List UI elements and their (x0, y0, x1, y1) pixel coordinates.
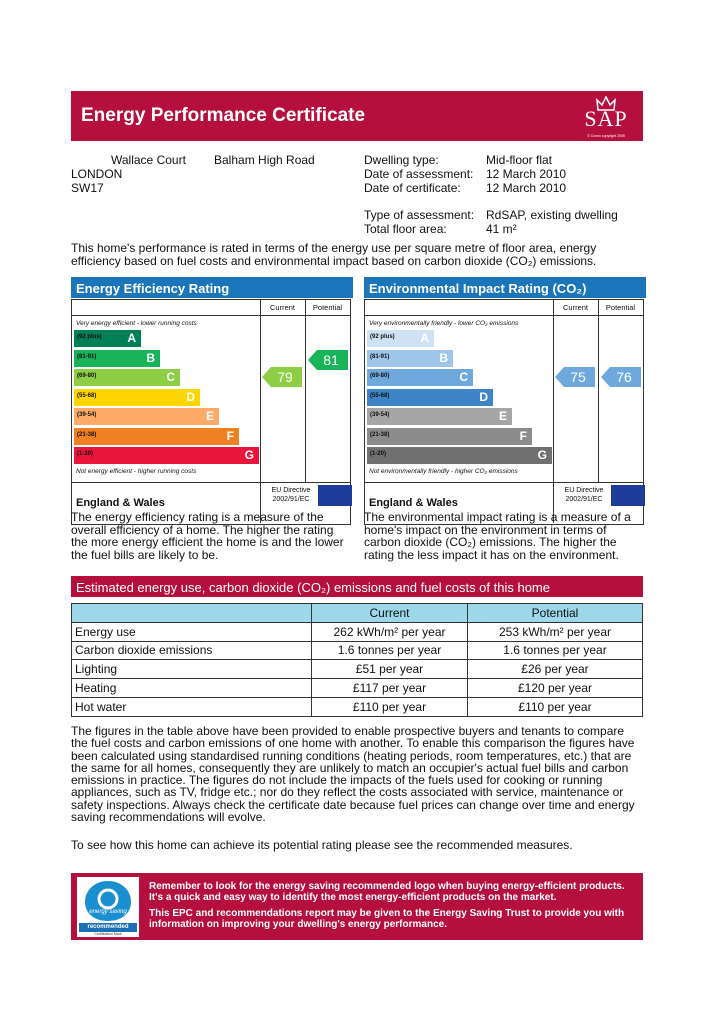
band-letter: E (498, 409, 507, 423)
rating-band-e (74, 408, 219, 425)
band-range: (39-54) (77, 412, 97, 418)
info-label: Type of assessment: (364, 208, 475, 222)
address-line1-b: Balham High Road (214, 153, 315, 167)
costs-table (71, 603, 643, 717)
row-label: Carbon dioxide emissions (72, 641, 312, 660)
info-assessment-type (364, 208, 618, 222)
rating-band-f (367, 428, 532, 445)
band-range: (81-91) (77, 353, 97, 360)
rating-band-b (74, 350, 160, 367)
info-label: Date of assessment: (364, 167, 474, 181)
row-potential: £26 per year (468, 660, 643, 679)
info-label: Total floor area: (364, 222, 447, 236)
row-potential: £110 per year (468, 697, 643, 716)
rating-band-c (74, 369, 180, 386)
band-letter: G (244, 448, 254, 462)
table-row (72, 697, 643, 716)
table-row (72, 679, 643, 698)
environmental-description: The environmental impact rating is a measure of a home's impact on the environment in terms of carbon dioxide (CO₂) emissions. The higher the rating the less impact it has on the environment. (364, 510, 631, 562)
potential-rating-arrow (308, 350, 348, 370)
info-floor-area (364, 222, 517, 236)
band-range: (69-80) (370, 373, 390, 379)
energy-efficiency-title: Energy Efficiency Rating (71, 277, 353, 298)
rating-band-e (367, 408, 512, 425)
band-letter: F (519, 428, 527, 443)
costs-header-potential: Potential (468, 604, 643, 623)
info-value: 41 m² (486, 222, 517, 236)
potential-rating-value: 76 (616, 369, 632, 385)
band-letter: D (186, 389, 195, 404)
band-letter: D (479, 389, 488, 404)
row-potential: £120 per year (468, 679, 643, 698)
band-letter: F (226, 428, 234, 443)
row-label: Energy use (72, 622, 312, 641)
footer-text-2: This EPC and recommendations report may be given to the Energy Saving Trust to provide you with information on improving your dwelling's energy performance. (149, 908, 625, 930)
eu-directive-label: EU Directive 2002/91/EC (271, 487, 311, 503)
rating-band-c (367, 369, 473, 386)
info-date-assessment (364, 167, 566, 181)
info-date-certificate (364, 181, 566, 195)
band-range: (21-38) (370, 431, 390, 438)
certificate-title: Energy Performance Certificate (81, 105, 366, 126)
potential-column-header: Potential (605, 303, 636, 312)
band-range: (92 plus) (370, 334, 395, 340)
eu-flag-icon (318, 485, 352, 506)
band-letter: C (459, 370, 468, 384)
efficiency-bottom-label: Not energy efficient - higher running costs (76, 468, 197, 475)
table-row (72, 660, 643, 679)
potential-rating-value: 81 (323, 351, 339, 368)
info-value: RdSAP, existing dwelling (486, 208, 618, 222)
figures-paragraph: The figures in the table above have been provided to enable prospective buyers and tenants to compare the fuel costs and carbon emissions of one home with another. To enable this comparison the figures have been calculated using standardised running conditions (heating periods, room temperatures, etc.) that are the same for all homes, consequently they are unlikely to match an occupier's actual fuel bills and carbon emissions in practice. The figures do not include the impacts of the fuels used for cooking or running appliances, such as TV, fridge etc.; nor do they reflect the costs associated with service, maintenance or safety inspections. Always check the certificate date because fuel prices can change over time and energy saving recommendations will evolve. (71, 724, 635, 825)
band-letter: E (205, 409, 214, 423)
row-potential: 1.6 tonnes per year (468, 641, 643, 660)
band-range: (69-80) (77, 373, 97, 379)
rating-band-b (367, 350, 453, 367)
rating-band-a (367, 330, 434, 347)
row-label: Lighting (72, 660, 312, 679)
eu-flag-icon (611, 485, 645, 506)
current-column-header: Current (269, 303, 295, 312)
band-range: (39-54) (370, 412, 390, 418)
table-row (72, 622, 643, 641)
band-letter: A (420, 331, 429, 345)
row-current: 1.6 tonnes per year (312, 641, 468, 660)
logo-text-recommended: recommended (87, 924, 129, 930)
sap-logo-text: SAP (584, 106, 628, 131)
environmental-bottom-label: Not environmentally friendly - higher CO₂ emissions (369, 468, 518, 475)
rating-band-f (74, 428, 239, 445)
current-rating-value: 79 (277, 369, 293, 385)
band-range: (21-38) (77, 431, 97, 438)
sap-copyright: © Crown copyright 2005 (587, 134, 625, 138)
row-current: £51 per year (312, 660, 468, 679)
current-column-header: Current (562, 303, 588, 312)
row-current: 262 kWh/m² per year (312, 622, 468, 641)
energy-saving-recommended-logo (77, 877, 139, 937)
footer-text-1: Remember to look for the energy saving recommended logo when buying energy-efficient products. It's a quick and easy way to identify the most energy-efficient products on the market. (149, 881, 625, 903)
region-label: England & Wales (369, 497, 458, 509)
band-range: (55-68) (370, 392, 390, 399)
address-city: LONDON (71, 167, 123, 181)
current-rating-arrow (555, 367, 595, 387)
rating-band-d (74, 389, 200, 406)
sap-logo (577, 96, 635, 136)
rating-band-d (367, 389, 493, 406)
logo-text-certification: Certification Mark (94, 932, 122, 936)
band-letter: B (146, 350, 155, 365)
info-dwelling-type (364, 153, 552, 167)
environmental-impact-panel (364, 281, 644, 525)
intro-paragraph: This home's performance is rated in terms of the energy use per square metre of floor area, energy efficiency based on fuel costs and environmental impact based on carbon dioxide (CO₂) emissions. (71, 241, 597, 268)
row-current: £110 per year (312, 697, 468, 716)
potential-column-header: Potential (312, 303, 343, 312)
costs-header-row (72, 604, 643, 623)
costs-header-blank (72, 604, 312, 623)
potential-rating-arrow (601, 367, 641, 387)
address-postcode: SW17 (71, 181, 104, 195)
row-label: Heating (72, 679, 312, 698)
band-range: (92 plus) (77, 334, 102, 340)
energy-saving-footer (71, 873, 643, 940)
environmental-top-label: Very environmentally friendly - lower CO₂ emissions (369, 320, 519, 327)
band-range: (1-20) (370, 451, 387, 457)
info-value: Mid-floor flat (486, 153, 553, 167)
info-label: Dwelling type: (364, 153, 439, 167)
eu-directive-label: EU Directive 2002/91/EC (564, 487, 604, 503)
row-potential: 253 kWh/m² per year (468, 622, 643, 641)
costs-header-current: Current (312, 604, 468, 623)
efficiency-top-label: Very energy efficient - lower running costs (76, 320, 197, 327)
logo-text-energy-saving: energy saving (89, 909, 127, 915)
current-rating-value: 75 (570, 369, 586, 385)
band-range: (1-20) (77, 451, 94, 457)
address-line1-a: Wallace Court (111, 153, 186, 167)
row-label: Hot water (72, 697, 312, 716)
region-label: England & Wales (76, 497, 165, 509)
potential-paragraph: To see how this home can achieve its potential rating please see the recommended measures. (71, 838, 573, 852)
environmental-impact-title: Environmental Impact Rating (CO₂) (364, 277, 646, 298)
info-value: 12 March 2010 (486, 167, 567, 181)
band-letter: C (166, 370, 175, 384)
certificate-header (71, 91, 643, 141)
row-current: £117 per year (312, 679, 468, 698)
band-letter: G (537, 448, 547, 462)
energy-efficiency-panel (71, 281, 351, 525)
efficiency-description: The energy efficiency rating is a measure of the overall efficiency of a home. The higher the rating the more energy efficient the home is and the lower the fuel bills are likely to be. (71, 510, 344, 562)
info-label: Date of certificate: (364, 181, 461, 195)
table-row (72, 641, 643, 660)
band-range: (81-91) (370, 353, 390, 360)
band-letter: A (127, 331, 136, 345)
rating-band-a (74, 330, 141, 347)
rating-band-g (74, 447, 259, 464)
info-value: 12 March 2010 (486, 181, 567, 195)
costs-section-title: Estimated energy use, carbon dioxide (CO₂) emissions and fuel costs of this home (71, 576, 643, 597)
current-rating-arrow (262, 367, 302, 387)
band-range: (55-68) (77, 392, 97, 399)
band-letter: B (439, 350, 448, 365)
rating-band-g (367, 447, 552, 464)
